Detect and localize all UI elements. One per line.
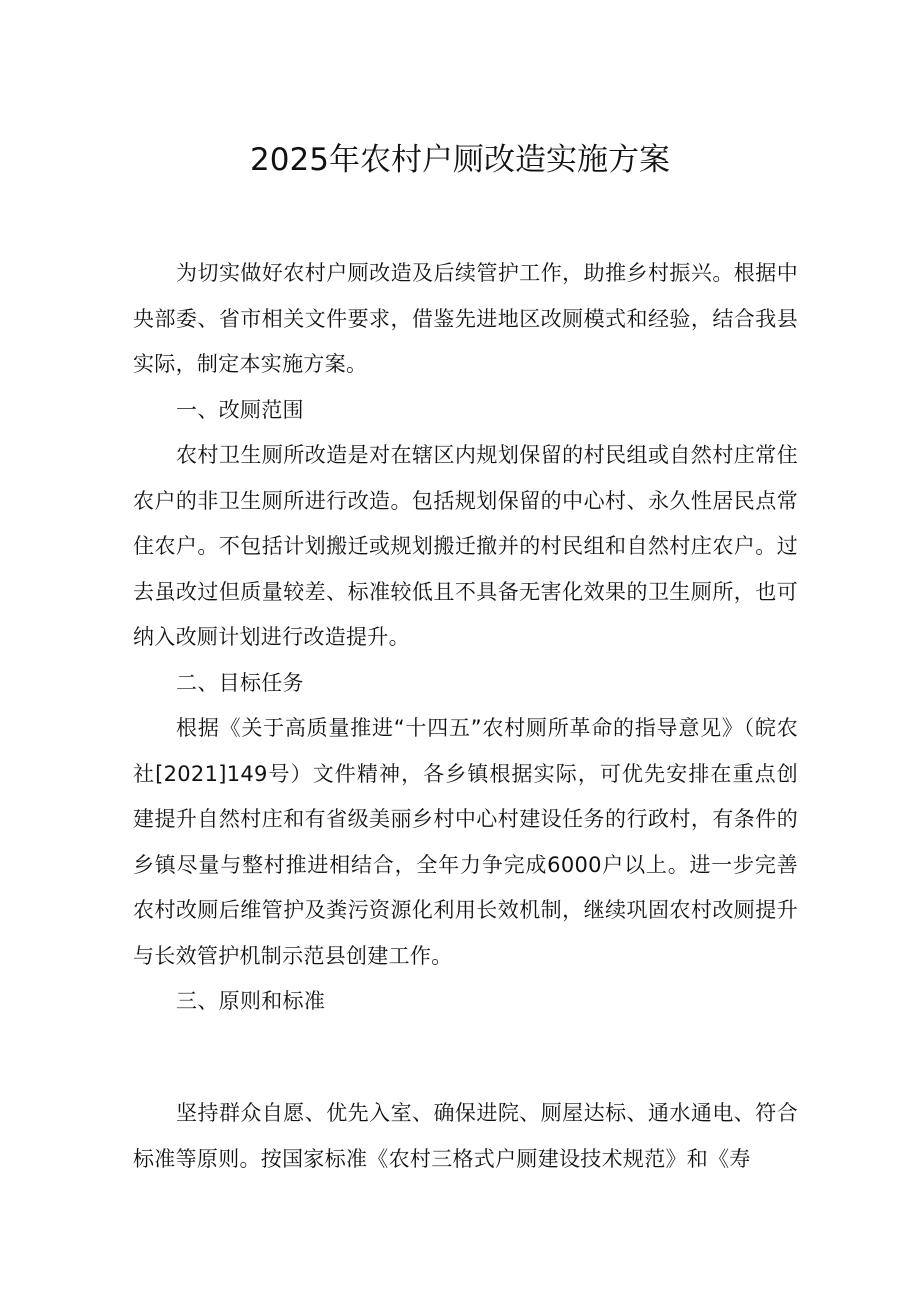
document-body-continued xyxy=(133,1091,798,1182)
section-body-scope: 农村卫生厕所改造是对在辖区内规划保留的村民组或自然村庄常住农户的非卫生厕所进行改造。包括规划保留的中心村、永久性居民点常住农户。不包括计划搬迁或规划搬迁撤并的村民组和自然村庄农户。过去虽改过但质量较差、标准较低且不具备无害化效果的卫生厕所，也可纳入改厕计划进行改造提升。 xyxy=(133,443,798,649)
section-heading-scope: 一、改厕范围 xyxy=(176,397,304,422)
section-body-goals: 根据《关于高质量推进“十四五”农村厕所革命的指导意见》（皖农社[2021]149号）文件精神，各乡镇根据实际，可优先安排在重点创建提升自然村庄和有省级美丽乡村中心村建设任务的行政村，有条件的乡镇尽量与整村推进相结合，全年力争完成6000户以上。进一步完善农村改厕后维管护及粪污资源化利用长效机制，继续巩固农村改厕提升与长效管护机制示范县创建工作。 xyxy=(133,716,798,968)
section-heading-goals: 二、目标任务 xyxy=(176,670,304,695)
section-heading-principles: 三、原则和标准 xyxy=(176,989,326,1013)
section-body-principles: 坚持群众自愿、优先入室、确保进院、厕屋达标、通水通电、符合标准等原则。按国家标准《农村三格式户厕建设技术规范》和《寿 xyxy=(133,1101,798,1171)
intro-paragraph: 为切实做好农村户厕改造及后续管护工作，助推乡村振兴。根据中央部委、省市相关文件要求，借鉴先进地区改厕模式和经验，结合我县实际，制定本实施方案。 xyxy=(133,261,798,376)
document-body xyxy=(133,251,798,1025)
document-title: 2025年农村户厕改造实施方案 xyxy=(250,142,670,178)
